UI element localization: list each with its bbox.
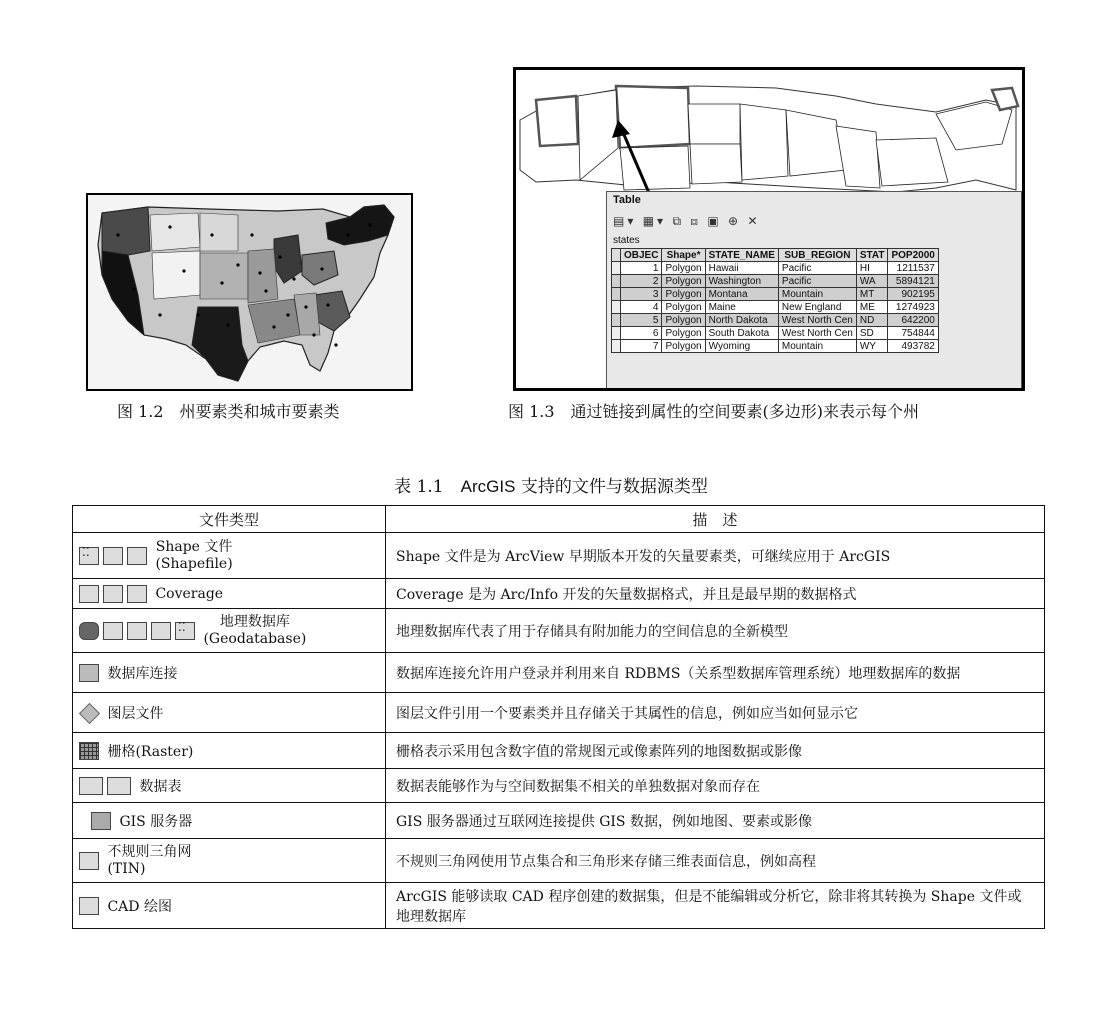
file-type-cell [73, 533, 386, 579]
row-selector[interactable] [612, 301, 621, 314]
file-type-name-en: (Shapefile) [155, 555, 233, 572]
cell: Wyoming [705, 340, 778, 353]
table-row[interactable] [612, 340, 939, 353]
cell: MT [856, 288, 888, 301]
cell: Pacific [778, 275, 856, 288]
point-feature-icon [175, 622, 195, 640]
cell: Polygon [662, 301, 705, 314]
cell: ND [856, 314, 888, 327]
attribute-table-window[interactable] [606, 191, 1022, 389]
file-type-name: CAD 绘图 [107, 898, 172, 915]
column-header[interactable]: STAT [856, 249, 888, 262]
cell: 6 [621, 327, 662, 340]
table-icon [79, 777, 103, 795]
cell: South Dakota [705, 327, 778, 340]
row-selector[interactable] [612, 262, 621, 275]
file-type-cell [73, 839, 386, 883]
cell: 1 [621, 262, 662, 275]
coverage-icon [103, 585, 123, 603]
attribute-table [611, 248, 939, 353]
layer-tab-states[interactable]: states [613, 235, 640, 246]
table-row [73, 653, 1045, 693]
file-type-name: Coverage [155, 585, 224, 602]
description-cell: Shape 文件是为 ArcView 早期版本开发的矢量要素类，可继续应用于 ArcGIS [386, 533, 1045, 579]
table-toolbar[interactable] [613, 214, 761, 232]
description-cell: GIS 服务器通过互联网连接提供 GIS 数据，例如地图、要素或影像 [386, 803, 1045, 839]
coverage-icon [127, 585, 147, 603]
icon-group [79, 704, 103, 722]
point-feature-icon [79, 547, 99, 565]
file-type-name: GIS 服务器 [119, 813, 193, 830]
icon-group [79, 585, 151, 603]
cell: 493782 [888, 340, 938, 353]
description-cell: 栅格表示采用包含数字值的常规图元或像素阵列的地图数据或影像 [386, 733, 1045, 769]
table-row [73, 769, 1045, 803]
cell: Polygon [662, 288, 705, 301]
row-selector[interactable] [612, 340, 621, 353]
column-header[interactable]: SUB_REGION [778, 249, 856, 262]
line-feature-icon [103, 547, 123, 565]
table-row [73, 803, 1045, 839]
file-type-cell [73, 883, 386, 929]
cell: Polygon [662, 275, 705, 288]
polygon-feature-icon [127, 547, 147, 565]
cell: Mountain [778, 288, 856, 301]
file-type-cell [73, 653, 386, 693]
description-cell: Coverage 是为 Arc/Info 开发的矢量数据格式，并且是最早期的数据格式 [386, 579, 1045, 609]
figure-1-2-caption: 图 1.2 州要素类和城市要素类 [117, 402, 340, 421]
geodatabase-icon [79, 622, 99, 640]
icon-group [79, 777, 135, 795]
cell: 2 [621, 275, 662, 288]
description-cell: 图层文件引用一个要素类并且存储关于其属性的信息，例如应当如何显示它 [386, 693, 1045, 733]
table-row[interactable] [612, 301, 939, 314]
row-selector-header[interactable] [612, 249, 621, 262]
icon-group [79, 664, 103, 682]
file-type-label [203, 614, 306, 648]
delete-selected-icon[interactable]: ✕ [747, 214, 761, 228]
zoom-to-selected-icon[interactable]: ⊕ [728, 214, 742, 228]
icon-group [79, 547, 151, 565]
coverage-icon [79, 585, 99, 603]
select-by-attributes-icon[interactable]: ⧉ [672, 214, 685, 228]
switch-selection-icon[interactable]: ⧈ [690, 214, 701, 228]
cell: Washington [705, 275, 778, 288]
cell: HI [856, 262, 888, 275]
tin-icon [79, 852, 99, 870]
file-type-name: 数据表 [139, 778, 182, 795]
table-options-icon[interactable]: ▤▾ [613, 214, 637, 228]
cell: 1211537 [888, 262, 938, 275]
cell: 4 [621, 301, 662, 314]
description-cell: 数据库连接允许用户登录并利用来自 RDBMS（关系型数据库管理系统）地理数据库的数据 [386, 653, 1045, 693]
table-window-title: Table [613, 194, 641, 206]
table-row[interactable] [612, 262, 939, 275]
cell: West North Cen [778, 314, 856, 327]
icon-group [79, 897, 103, 915]
description-cell: ArcGIS 能够读取 CAD 程序创建的数据集，但是不能编辑或分析它，除非将其转换为 Shape 文件或地理数据库 [386, 883, 1045, 929]
file-type-cell [73, 803, 386, 839]
icon-group [79, 852, 103, 870]
file-type-cell [73, 609, 386, 653]
icon-group [79, 742, 103, 760]
cell: 3 [621, 288, 662, 301]
column-header[interactable]: Shape* [662, 249, 705, 262]
linked-attribute-figure [513, 67, 1025, 391]
table-row [73, 579, 1045, 609]
cell: WA [856, 275, 888, 288]
file-type-name: Shape 文件 [155, 538, 233, 555]
cell: 1274923 [888, 301, 938, 314]
cell: Polygon [662, 327, 705, 340]
description-cell: 地理数据库代表了用于存储具有附加能力的空间信息的全新模型 [386, 609, 1045, 653]
file-type-label [155, 539, 232, 573]
cell: West North Cen [778, 327, 856, 340]
layer-file-icon [79, 704, 99, 722]
cell: North Dakota [705, 314, 778, 327]
us-map-graphic [88, 195, 411, 389]
line-feature-icon [151, 622, 171, 640]
polygon-feature-icon [127, 622, 147, 640]
cell: Polygon [662, 340, 705, 353]
table-title-prefix: 表 1.1 [394, 477, 461, 497]
file-type-cell [73, 769, 386, 803]
cell: Maine [705, 301, 778, 314]
column-header[interactable]: OBJEC [621, 249, 662, 262]
cell: 7 [621, 340, 662, 353]
description-cell: 不规则三角网使用节点集合和三角形来存储三维表面信息，例如高程 [386, 839, 1045, 883]
us-states-cities-map [86, 193, 413, 391]
description-cell: 数据表能够作为与空间数据集不相关的单独数据对象而存在 [386, 769, 1045, 803]
cell: Hawaii [705, 262, 778, 275]
row-selector[interactable] [612, 275, 621, 288]
file-type-cell [73, 733, 386, 769]
table-row [73, 733, 1045, 769]
file-type-name: 不规则三角网 [107, 843, 192, 860]
file-type-name: 图层文件 [107, 705, 164, 722]
database-connection-icon [79, 664, 99, 682]
file-type-cell [73, 579, 386, 609]
file-type-name: 栅格(Raster) [107, 743, 194, 760]
file-type-name-en: (Geodatabase) [203, 630, 307, 647]
icon-group [91, 812, 115, 830]
column-header-file-type: 文件类型 [73, 506, 386, 533]
row-selector[interactable] [612, 314, 621, 327]
raster-icon [79, 742, 99, 760]
row-selector[interactable] [612, 327, 621, 340]
cell: Polygon [662, 262, 705, 275]
cell: WY [856, 340, 888, 353]
table-row[interactable] [612, 275, 939, 288]
table-row [73, 693, 1045, 733]
column-header[interactable]: STATE_NAME [705, 249, 778, 262]
table-row[interactable] [612, 288, 939, 301]
cell: Mountain [778, 340, 856, 353]
file-type-name: 数据库连接 [107, 665, 178, 682]
gis-server-icon [91, 812, 111, 830]
file-type-label [107, 844, 191, 878]
table-row [73, 883, 1045, 929]
file-type-name: 地理数据库 [219, 613, 290, 630]
table-title-latin: ArcGIS [460, 477, 516, 496]
related-tables-icon[interactable]: ▦▾ [642, 214, 667, 228]
row-selector[interactable] [612, 288, 621, 301]
column-header-description: 描 述 [386, 506, 1045, 533]
table-icon [107, 777, 131, 795]
file-type-name-en: (TIN) [107, 860, 146, 877]
cell: Montana [705, 288, 778, 301]
icon-group [79, 622, 199, 640]
file-types-table [72, 505, 1045, 929]
cell: 642200 [888, 314, 938, 327]
cell: New England [778, 301, 856, 314]
cell: ME [856, 301, 888, 314]
table-title-suffix: 支持的文件与数据源类型 [515, 477, 708, 497]
cad-drawing-icon [79, 897, 99, 915]
cell: 754844 [888, 327, 938, 340]
cell: Pacific [778, 262, 856, 275]
figure-1-3-caption: 图 1.3 通过链接到属性的空间要素(多边形)来表示每个州 [508, 402, 920, 421]
cell: 902195 [888, 288, 938, 301]
table-1-1-title [0, 472, 1102, 497]
table-row [73, 839, 1045, 883]
cell: Polygon [662, 314, 705, 327]
file-type-cell [73, 693, 386, 733]
table-row [73, 609, 1045, 653]
cell: 5 [621, 314, 662, 327]
table-row[interactable] [612, 327, 939, 340]
clear-selection-icon[interactable]: ▣ [707, 214, 722, 228]
feature-dataset-icon [103, 622, 123, 640]
cell: SD [856, 327, 888, 340]
cell: 5894121 [888, 275, 938, 288]
table-row [73, 533, 1045, 579]
column-header[interactable]: POP2000 [888, 249, 938, 262]
table-row[interactable] [612, 314, 939, 327]
